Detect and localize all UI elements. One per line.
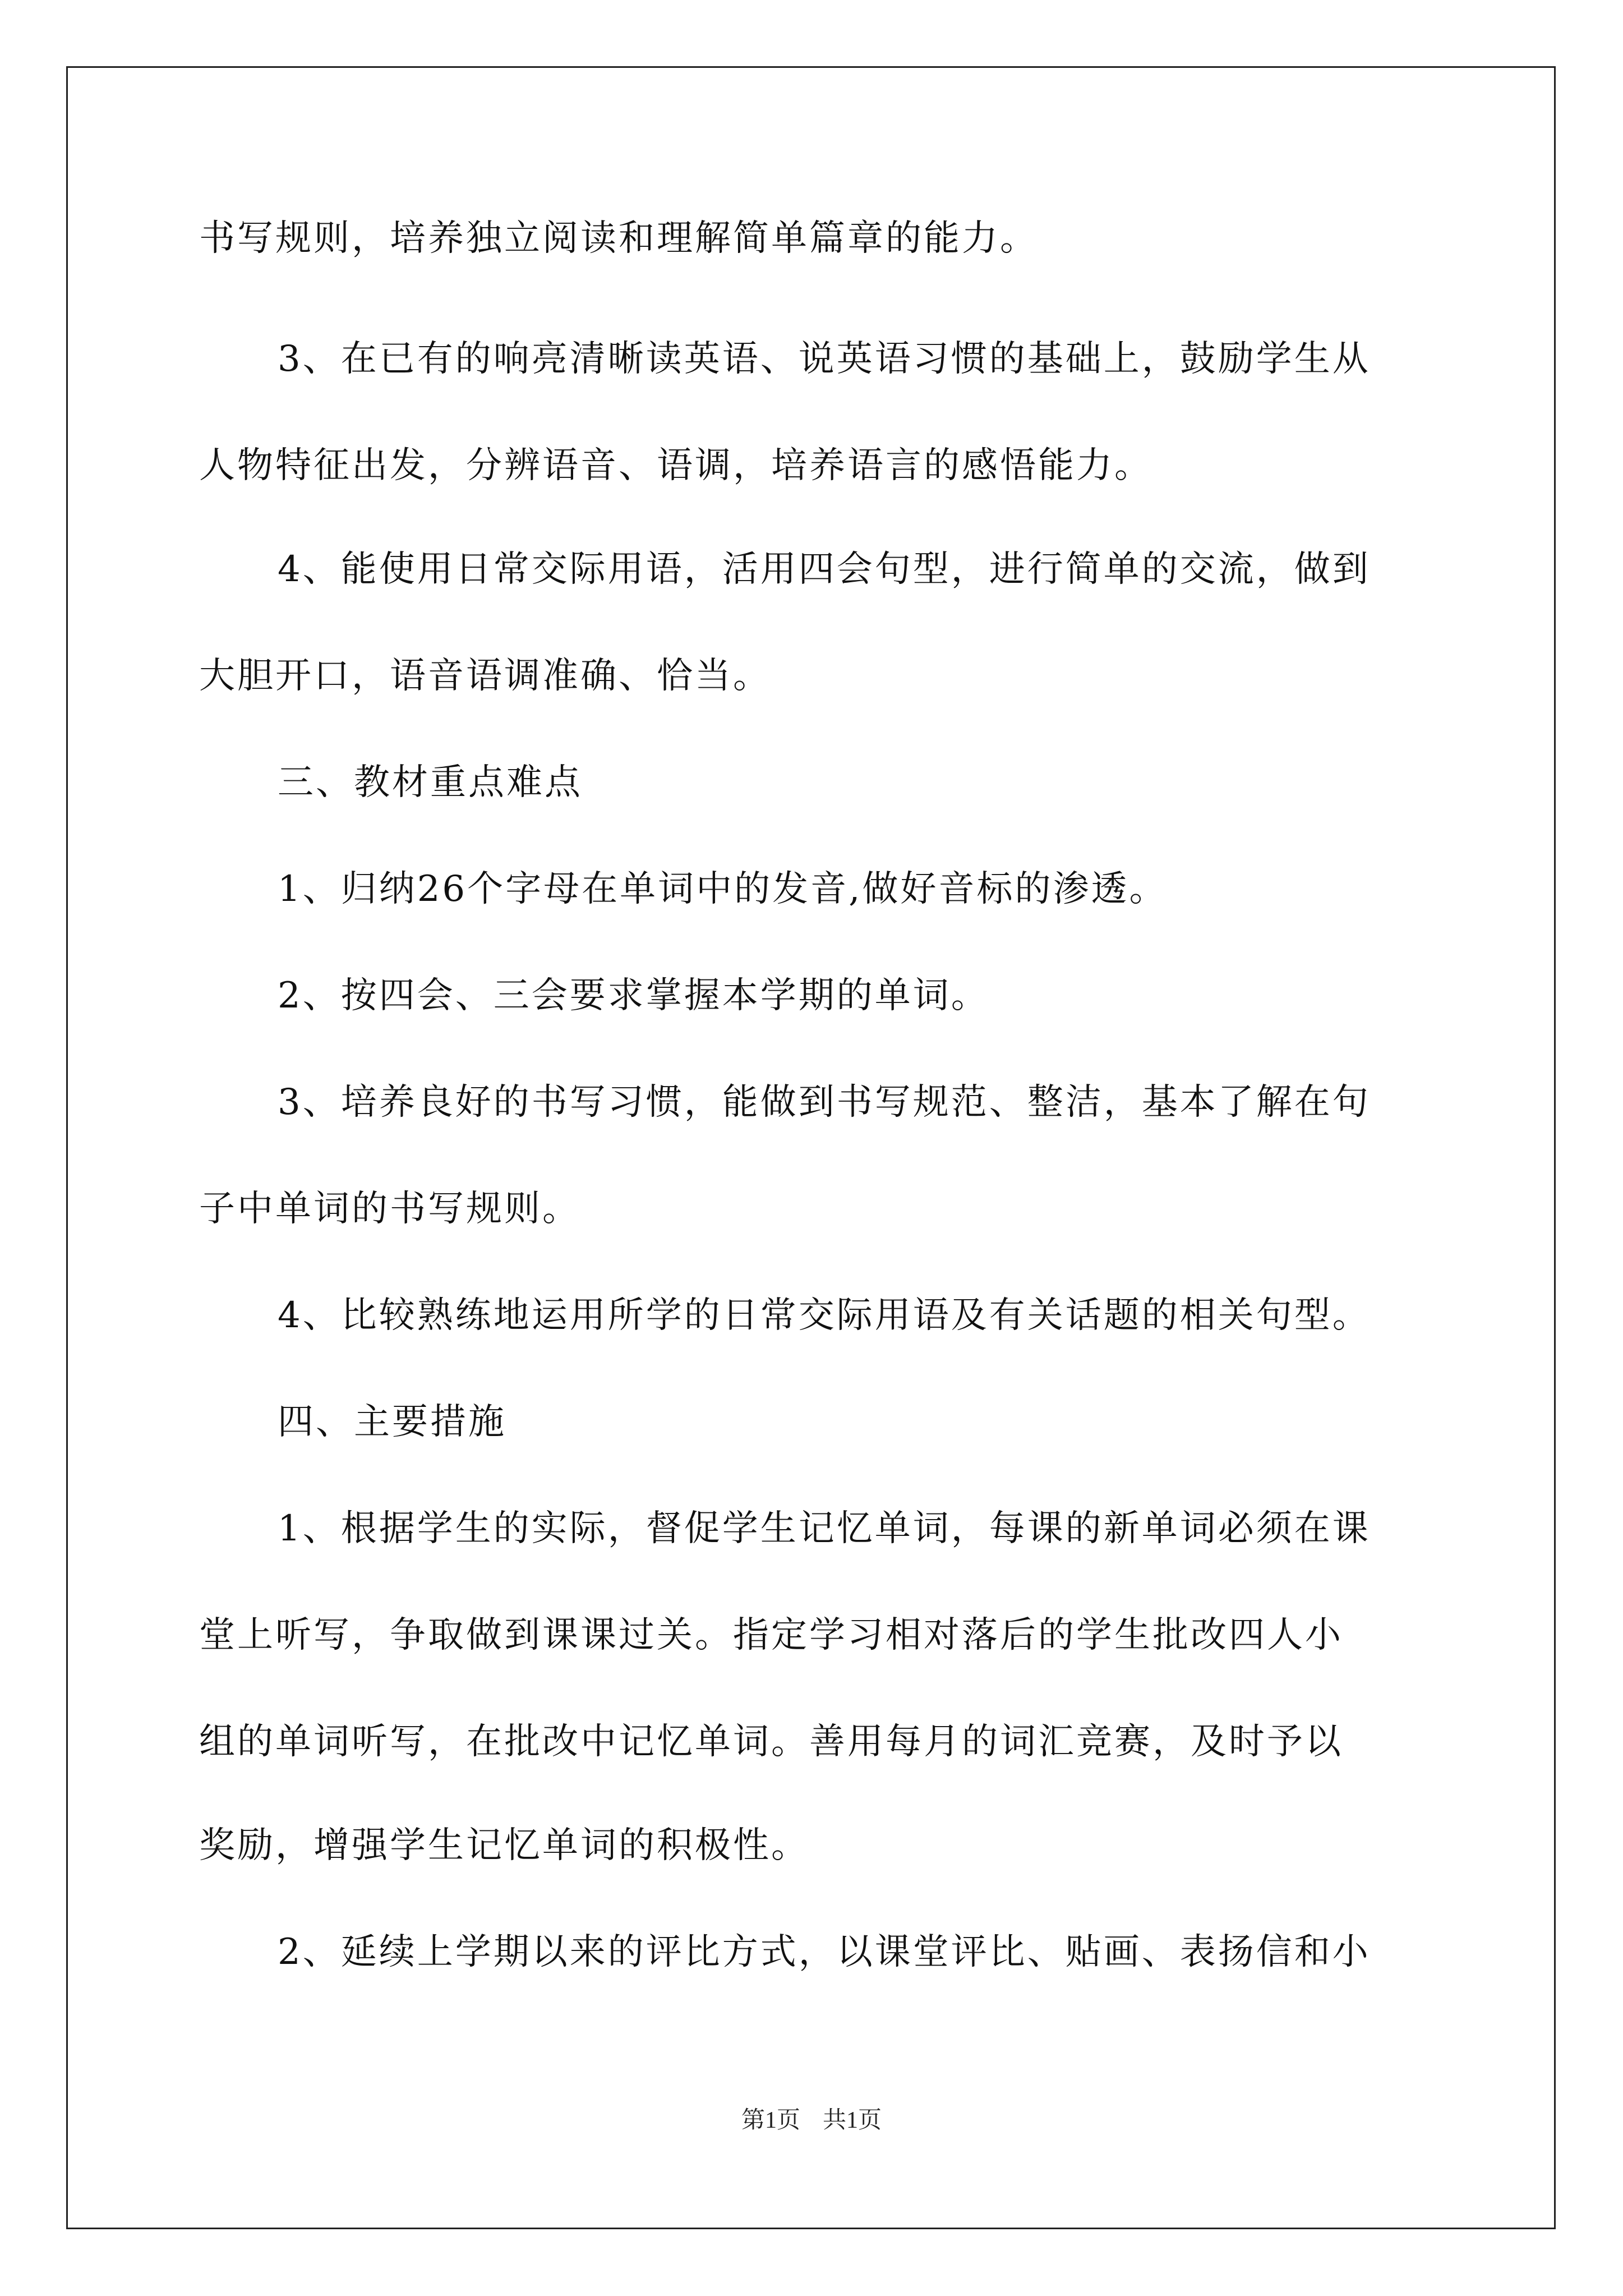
page-number-current: 第1页 <box>741 2108 800 2133</box>
section-heading: 三、教材重点难点 <box>278 762 583 803</box>
text-line: 子中单词的书写规则。 <box>199 1188 580 1230</box>
text-line: 大胆开口，语音语调准确、恰当。 <box>199 655 771 697</box>
text-line: 3、培养良好的书写习惯，能做到书写规范、整洁，基本了解在句 <box>278 1082 1371 1123</box>
text-line: 1、归纳26个字母在单词中的发音,做好音标的渗透。 <box>278 868 1168 910</box>
text-line: 3、在已有的响亮清晰读英语、说英语习惯的基础上，鼓励学生从 <box>278 338 1371 380</box>
text-line: 堂上听写，争取做到课课过关。指定学习相对落后的学生批改四人小 <box>199 1614 1343 1656</box>
text-line: 1、根据学生的实际，督促学生记忆单词，每课的新单词必须在课 <box>278 1508 1371 1549</box>
text-line: 书写规则，培养独立阅读和理解简单篇章的能力。 <box>199 218 1038 259</box>
section-heading: 四、主要措施 <box>278 1401 506 1443</box>
text-line: 4、能使用日常交际用语，活用四会句型，进行简单的交流，做到 <box>278 549 1371 590</box>
page-footer <box>0 2106 1623 2134</box>
text-line: 4、比较熟练地运用所学的日常交际用语及有关话题的相关句型。 <box>278 1295 1371 1336</box>
text-line: 人物特征出发，分辨语音、语调，培养语言的感悟能力。 <box>199 445 1152 486</box>
text-line: 组的单词听写，在批改中记忆单词。善用每月的词汇竞赛，及时予以 <box>199 1721 1343 1763</box>
text-line: 2、按四会、三会要求掌握本学期的单词。 <box>278 975 989 1016</box>
text-line: 奖励，增强学生记忆单词的积极性。 <box>199 1825 809 1866</box>
page-border <box>66 66 1556 2229</box>
text-line: 2、延续上学期以来的评比方式，以课堂评比、贴画、表扬信和小 <box>278 1931 1371 1973</box>
page-number-total: 共1页 <box>823 2108 882 2133</box>
